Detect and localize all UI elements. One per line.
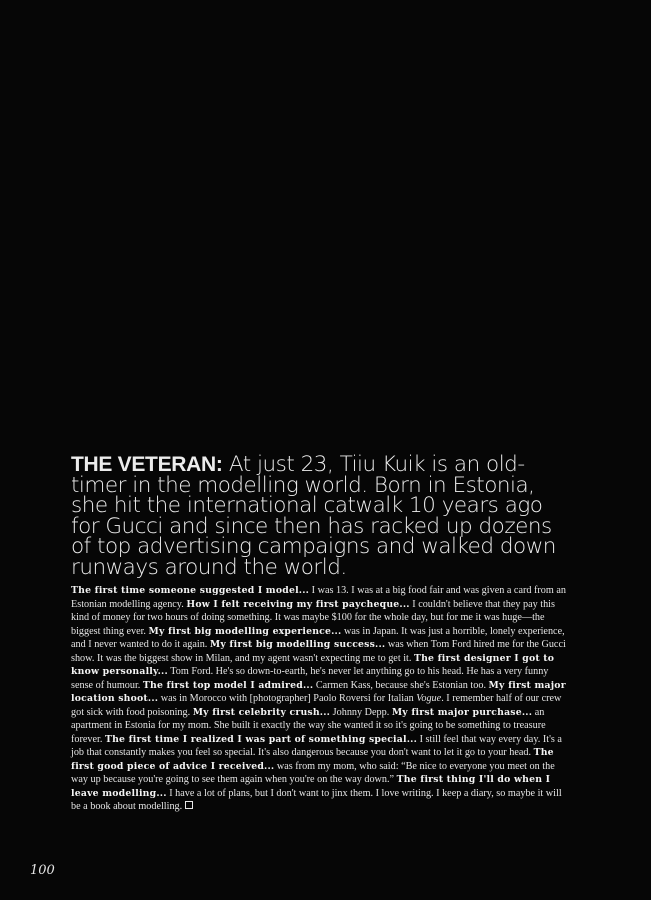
answer-text: an apartment in Estonia for my mom. She built it exactly the way she wanted it so it's going to be something to treasure forever. <box>71 706 546 745</box>
question-lead: The first top model I admired... <box>142 679 314 691</box>
answer-text: I couldn't believe that they pay this kind of money for two hours of doing something. It was maybe $100 for the whole day, but for me it was huge—the biggest thing ever. <box>71 598 555 637</box>
headline-text: At just 23, Tiiu Kuik is an old-timer in the modelling world. Born in Estonia, she hit the international catwalk 10 years ago for Gucci and since then has racked up dozens of top advertising campaigns and walked down runways around the world. <box>71 452 556 580</box>
answer-text: Johnny Depp. <box>332 706 390 718</box>
question-lead: My first major purchase... <box>391 706 533 718</box>
question-lead: My first big modelling success... <box>209 639 386 650</box>
answer-text: I was 13. I was at a big food fair and was given a card from an Estonian modelling agency. <box>71 585 566 610</box>
headline-kicker: THE VETERAN: <box>71 453 223 476</box>
question-lead: The first designer I got to know personally... <box>71 652 555 677</box>
question-lead: My first major location shoot... <box>71 679 566 704</box>
question-lead: The first time someone suggested I model... <box>71 585 310 596</box>
answer-text: . I remember half of our crew got sick with food poisoning. <box>71 693 562 718</box>
question-lead: My first celebrity crush... <box>192 706 331 718</box>
question-lead: The first time I realized I was part of something special... <box>104 733 418 745</box>
magazine-title: Vogue <box>416 693 442 704</box>
page-number: 100 <box>30 863 55 878</box>
answer-text: Tom Ford. He's so down-to-earth, he's never let anything go to his head. He has a very funny sense of humour. <box>71 666 549 691</box>
question-lead: My first big modelling experience... <box>148 625 342 637</box>
answer-text: was from my mom, who said: “Be nice to everyone you meet on the way up because you're going to see them again when you're on the way down.” <box>71 760 555 785</box>
article-headline <box>71 452 571 580</box>
interview-body <box>71 584 570 814</box>
answer-text: was when Tom Ford hired me for the Gucci show. It was the biggest show in Milan, and my agent wasn't expecting me to get it. <box>71 639 566 664</box>
answer-text: was in Japan. It was just a horrible, lonely experience, and I never wanted to do it again. <box>71 625 565 650</box>
answer-text: I have a lot of plans, but I don't want to jinx them. I love writing. I keep a diary, so maybe it will be a book about modelling. <box>71 787 562 812</box>
answer-text: was in Morocco with [photographer] Paolo Roversi for Italian <box>160 693 414 704</box>
question-lead: The first good piece of advice I received... <box>71 747 554 772</box>
answer-text: Carmen Kass, because she's Estonian too. <box>315 679 486 691</box>
question-lead: How I felt receiving my first paycheque... <box>186 598 410 610</box>
question-lead: The first thing I'll do when I leave modelling... <box>71 774 551 799</box>
answer-text: I still feel that way every day. It's a job that constantly makes you feel so special. It's also dangerous because you don't want to let it go to your head. <box>71 733 562 758</box>
end-of-article-icon <box>185 801 193 809</box>
